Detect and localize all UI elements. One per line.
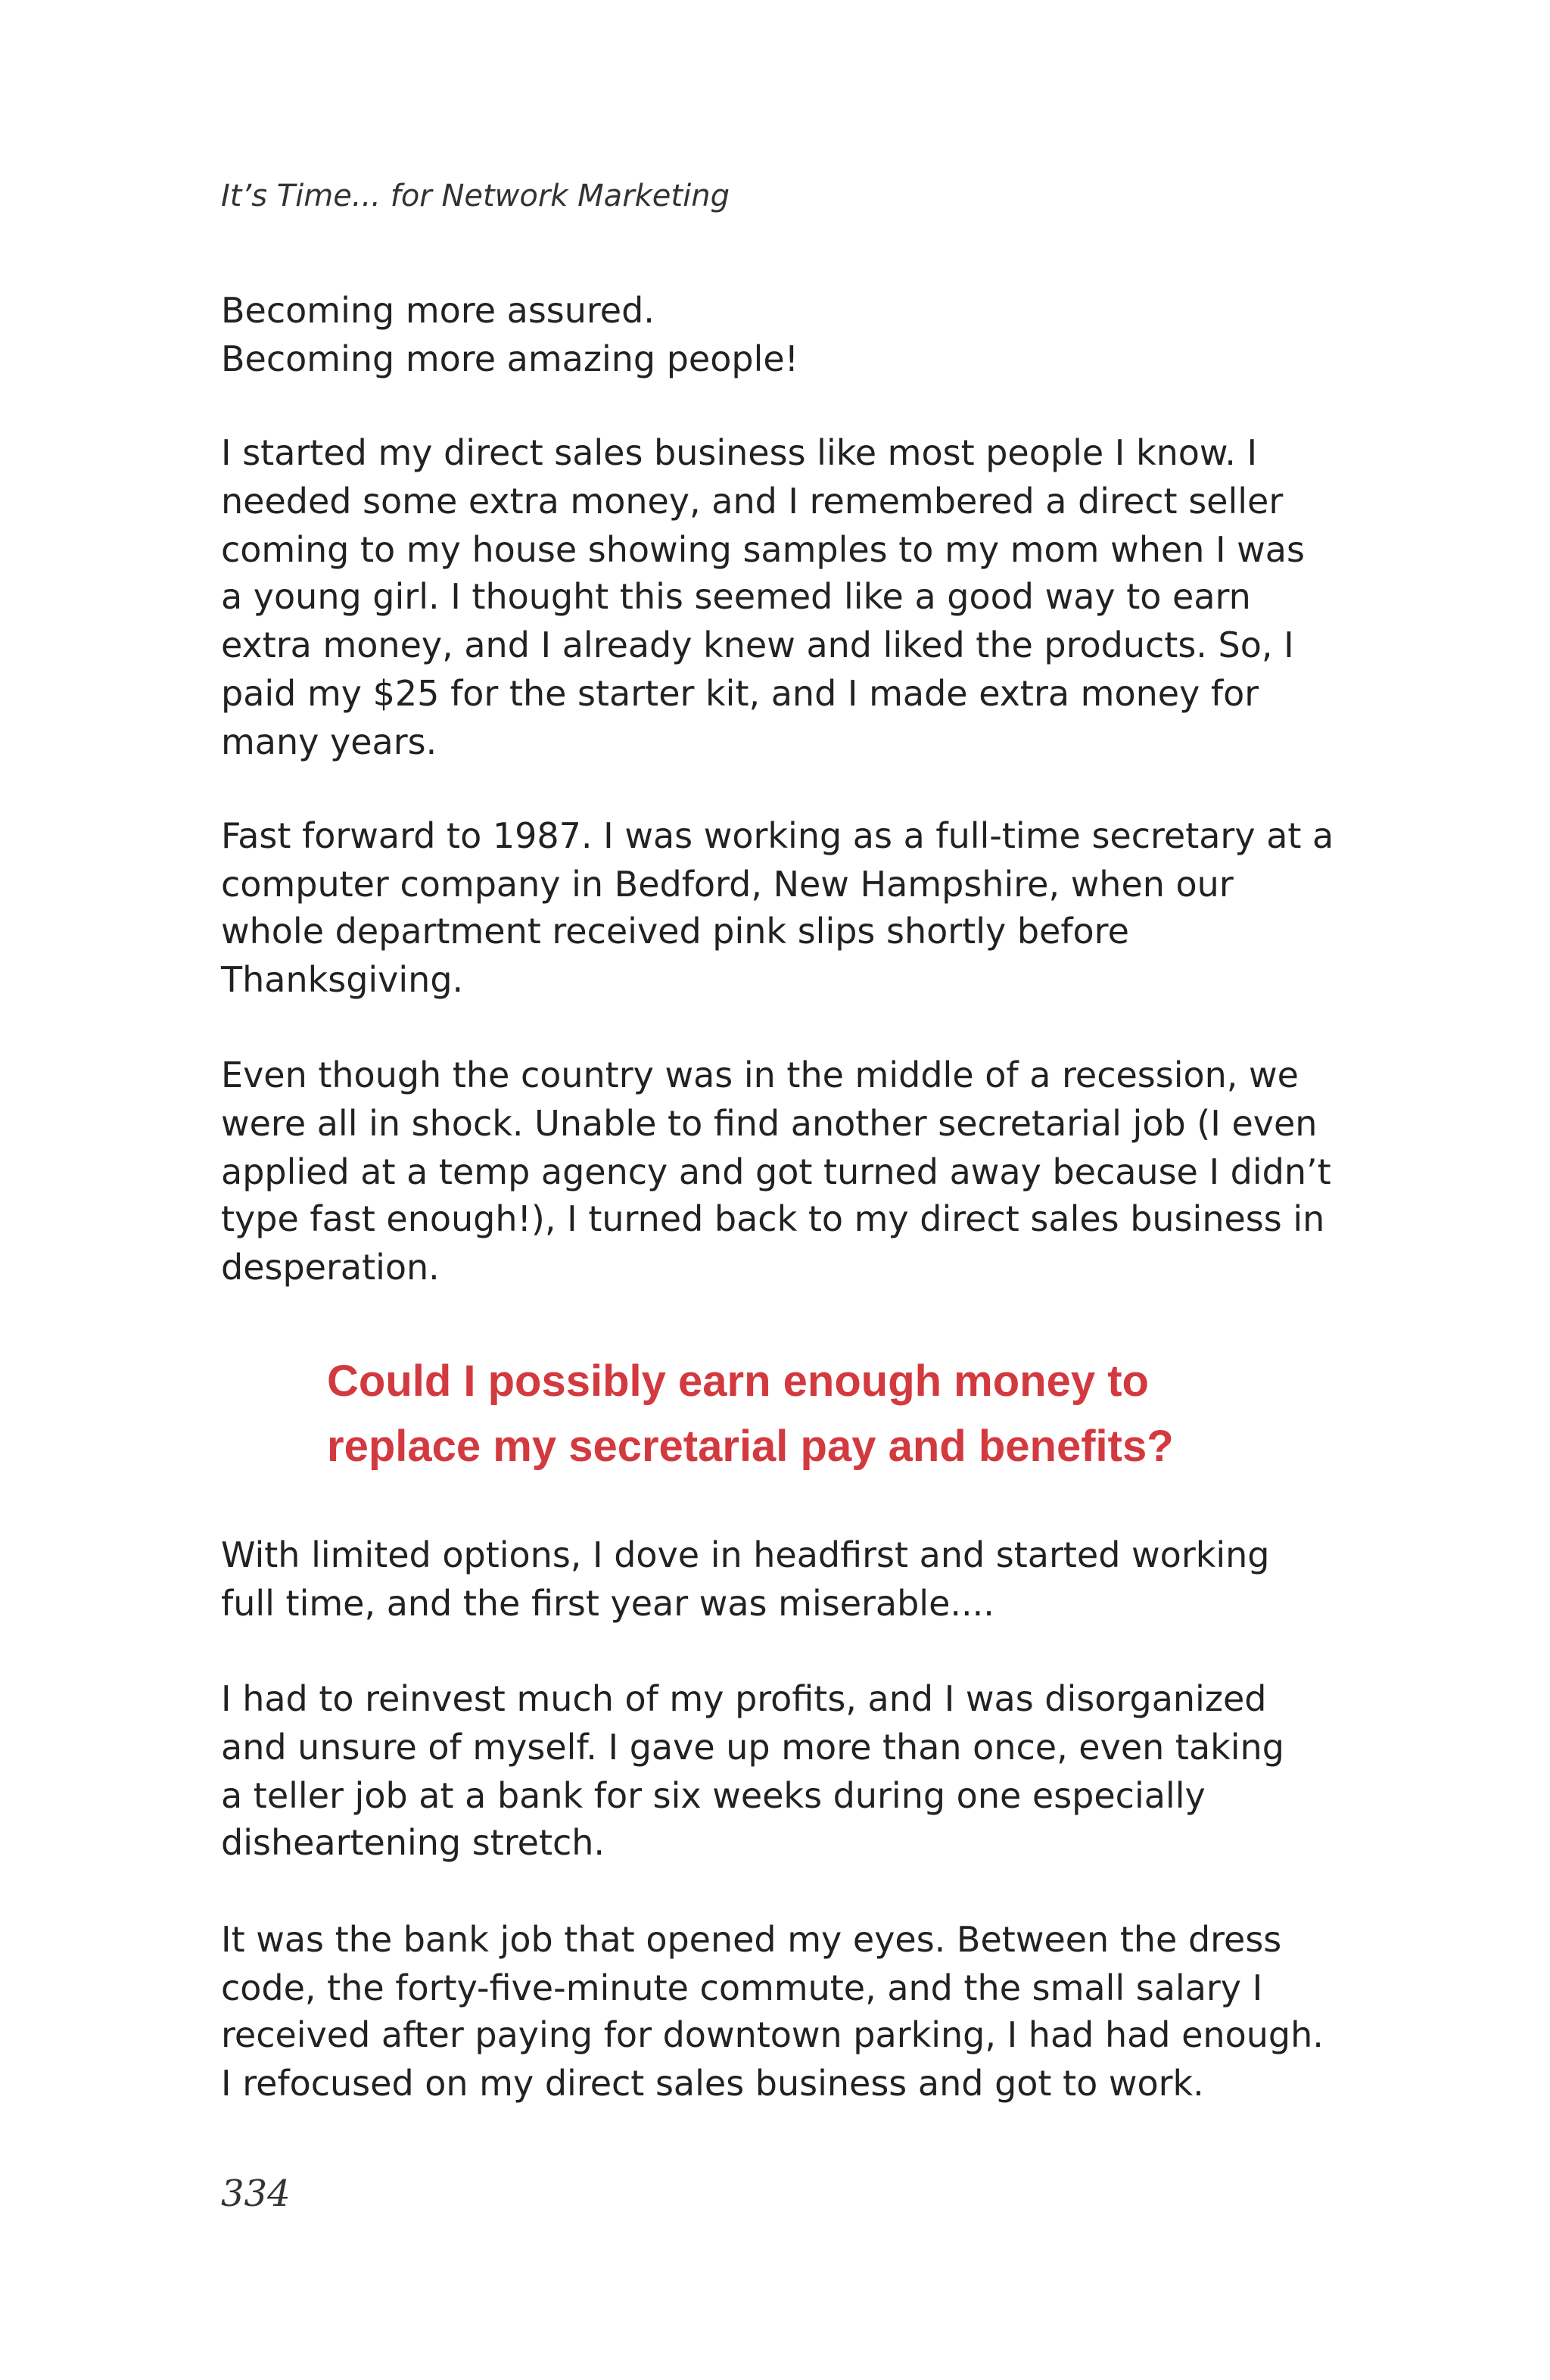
paragraph-line: I started my direct sales business like most people I know. I	[221, 432, 1258, 473]
paragraph-line: whole department received pink slips shortly before	[221, 911, 1129, 952]
pull-quote-line: replace my secretarial pay and benefits?	[327, 1422, 1174, 1471]
paragraph-line: full time, and the first year was miserable....	[221, 1583, 994, 1624]
paragraph-line: and unsure of myself. I gave up more than once, even taking	[221, 1727, 1284, 1768]
paragraph-line: needed some extra money, and I remembered a direct seller	[221, 481, 1284, 522]
paragraph-line: I refocused on my direct sales business and got to work.	[221, 2063, 1204, 2104]
paragraph-line: It was the bank job that opened my eyes. Between the dress	[221, 1919, 1282, 1960]
paragraph-line: computer company in Bedford, New Hampshire, when our	[221, 864, 1234, 905]
pull-quote-line: Could I possibly earn enough money to	[327, 1357, 1149, 1406]
paragraph-line: With limited options, I dove in headfirst and started working	[221, 1534, 1270, 1575]
running-head: It’s Time... for Network Marketing	[221, 179, 730, 213]
paragraph-line: I had to reinvest much of my profits, and I was disorganized	[221, 1678, 1267, 1719]
paragraph-line: type fast enough!), I turned back to my direct sales business in	[221, 1198, 1325, 1239]
paragraph-line: Fast forward to 1987. I was working as a full-time secretary at a	[221, 815, 1334, 856]
paragraph-line: coming to my house showing samples to my mom when I was	[221, 529, 1305, 570]
paragraph-line: disheartening stretch.	[221, 1822, 605, 1863]
paragraph-line: a young girl. I thought this seemed like a good way to earn	[221, 576, 1251, 617]
paragraph-line: extra money, and I already knew and liked the products. So, I	[221, 625, 1294, 665]
paragraph-line: Thanksgiving.	[221, 959, 464, 1000]
paragraph-line: a teller job at a bank for six weeks during one especially	[221, 1775, 1206, 1816]
paragraph-line: were all in shock. Unable to find another secretarial job (I even	[221, 1103, 1318, 1144]
paragraph-line: received after paying for downtown parking, I had had enough.	[221, 2014, 1324, 2055]
page-number: 334	[221, 2173, 291, 2215]
paragraph-line: many years.	[221, 721, 437, 762]
paragraph-line: desperation.	[221, 1247, 440, 1288]
paragraph-line: Becoming more amazing people!	[221, 338, 799, 379]
paragraph-line: code, the forty-five-minute commute, and the small salary I	[221, 1967, 1263, 2008]
paragraph-line: applied at a temp agency and got turned away because I didn’t	[221, 1151, 1331, 1192]
paragraph-line: Becoming more assured.	[221, 290, 655, 331]
paragraph-line: paid my $25 for the starter kit, and I made extra money for	[221, 673, 1259, 714]
paragraph-line: Even though the country was in the middle of a recession, we	[221, 1054, 1299, 1095]
